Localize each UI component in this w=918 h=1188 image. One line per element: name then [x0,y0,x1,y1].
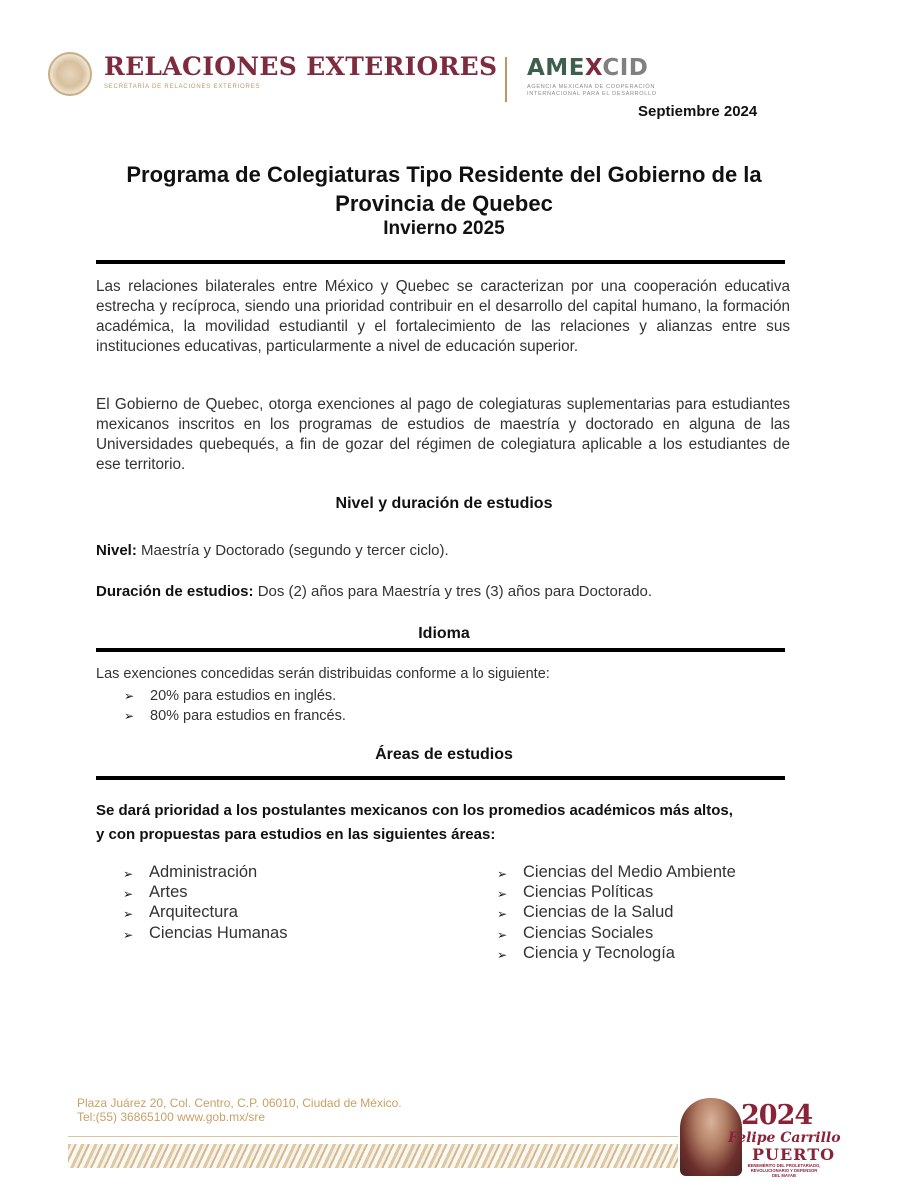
list-item [497,862,736,882]
list-item-text: Ciencias Humanas [149,923,288,942]
list-item-text: Artes [149,883,188,902]
intro-paragraph-2: El Gobierno de Quebec, otorga exenciones al pago de colegiaturas suplementarias para estudiantes mexicanos inscritos en los programas de estudios de maestría y doctorado en alguna de las Universidades quebequés, a fin de gozar del régimen de colegiatura aplicable a los estudiantes de ese territorio. [96,396,790,473]
document-date: Septiembre 2024 [638,103,758,120]
list-item-text: Administración [149,863,258,881]
document-title: Programa de Colegiaturas Tipo Residente del Gobierno de la Provincia de Quebec [126,162,762,216]
arrow-bullet-icon: ➢ [497,867,508,881]
idioma-divider [96,648,785,652]
coat-of-arms-icon [48,52,92,96]
list-item-text: 80% para estudios en francés. [150,708,346,724]
footer-divider [68,1136,678,1137]
list-item [123,882,287,902]
amexcid-logo-subtitle: AGENCIA MEXICANA DE COOPERACIÓN INTERNACIONAL PARA EL DESARROLLO [527,84,657,97]
list-item [497,882,736,902]
letterhead [0,0,918,130]
list-item-text: Arquitectura [149,903,238,922]
emblem-surname: PUERTO [752,1145,836,1164]
nivel-value: Maestría y Doctorado (segundo y tercer ciclo). [136,542,449,559]
areas-priority-text [96,799,733,847]
idioma-intro: Las exenciones concedidas serán distribuidas conforme a lo siguiente: [96,666,550,682]
list-item [497,943,736,963]
duracion-value: Dos (2) años para Maestría y tres (3) años para Doctorado. [253,583,653,600]
list-item-text: Ciencias de la Salud [523,903,674,922]
list-item [124,686,346,706]
emblem-year: 2024 [741,1100,813,1131]
nivel-line [96,542,449,559]
footer-address [77,1096,402,1124]
list-item-text: Ciencia y Tecnología [523,943,675,962]
footer-address-line-1: Plaza Juárez 20, Col. Centro, C.P. 06010, Ciudad de México. [77,1096,402,1110]
intro-paragraph-1: Las relaciones bilaterales entre México y Quebec se caracterizan por una cooperación educativa estrecha y recíproca, siendo una prioridad contribuir en el desarrollo del capital humano, la formación académica, la movilidad estudiantil y el fortalecimiento de las relaciones y alianzas entre sus instituciones educativas, particularmente a nivel de educación superior. [96,278,790,355]
list-item-text: Ciencias del Medio Ambiente [523,863,736,881]
amexcid-logo-part3: CID [602,55,649,81]
arrow-bullet-icon: ➢ [123,867,134,881]
title-divider [96,260,785,264]
footer-ornament-band [68,1144,678,1168]
arrow-bullet-icon: ➢ [123,907,134,922]
amexcid-logo-part1: AME [527,55,585,81]
arrow-bullet-icon: ➢ [124,689,135,703]
list-item-text: Ciencias Políticas [523,883,654,902]
list-item [124,706,346,726]
duracion-label: Duración de estudios: [96,583,254,600]
idioma-list [124,686,346,726]
section-heading-nivel: Nivel y duración de estudios [335,495,553,512]
duracion-line [96,583,652,600]
areas-priority-line-2: y con propuestas para estudios en las siguientes áreas: [96,826,496,843]
emblem-tagline: BENEMÉRITO DEL PROLETARIADO, REVOLUCIONARIO Y DEFENSOR DEL MAYAB [747,1163,821,1178]
document-subtitle: Invierno 2025 [383,218,505,239]
arrow-bullet-icon: ➢ [123,887,134,902]
areas-priority-line-1: Se dará prioridad a los postulantes mexicanos con los promedios académicos más altos, [96,802,733,819]
arrow-bullet-icon: ➢ [497,887,508,902]
arrow-bullet-icon: ➢ [497,907,508,922]
list-item [123,923,287,943]
nivel-label: Nivel: [96,542,137,559]
areas-list-left [123,862,287,943]
logo-divider [505,57,507,102]
arrow-bullet-icon: ➢ [123,927,134,942]
list-item [497,902,736,922]
section-heading-areas: Áreas de estudios [375,746,513,763]
section-heading-idioma: Idioma [418,625,470,642]
arrow-bullet-icon: ➢ [124,709,135,723]
list-item-text: 20% para estudios en inglés. [150,688,337,704]
list-item [123,902,287,922]
arrow-bullet-icon: ➢ [497,927,508,942]
sre-logo-subtitle: SECRETARÍA DE RELACIONES EXTERIORES [104,84,261,90]
arrow-bullet-icon: ➢ [497,947,508,962]
areas-divider [96,776,785,780]
sre-logo-title: RELACIONES EXTERIORES [104,52,498,81]
list-item [497,923,736,943]
areas-list-right [497,862,736,963]
amexcid-logo [527,55,648,81]
emblem-name: Felipe Carrillo [728,1130,841,1146]
amexcid-logo-x: X [584,55,603,81]
list-item [123,862,287,882]
footer-address-line-2: Tel:(55) 36865100 www.gob.mx/sre [77,1110,266,1124]
list-item-text: Ciencias Sociales [523,923,654,942]
